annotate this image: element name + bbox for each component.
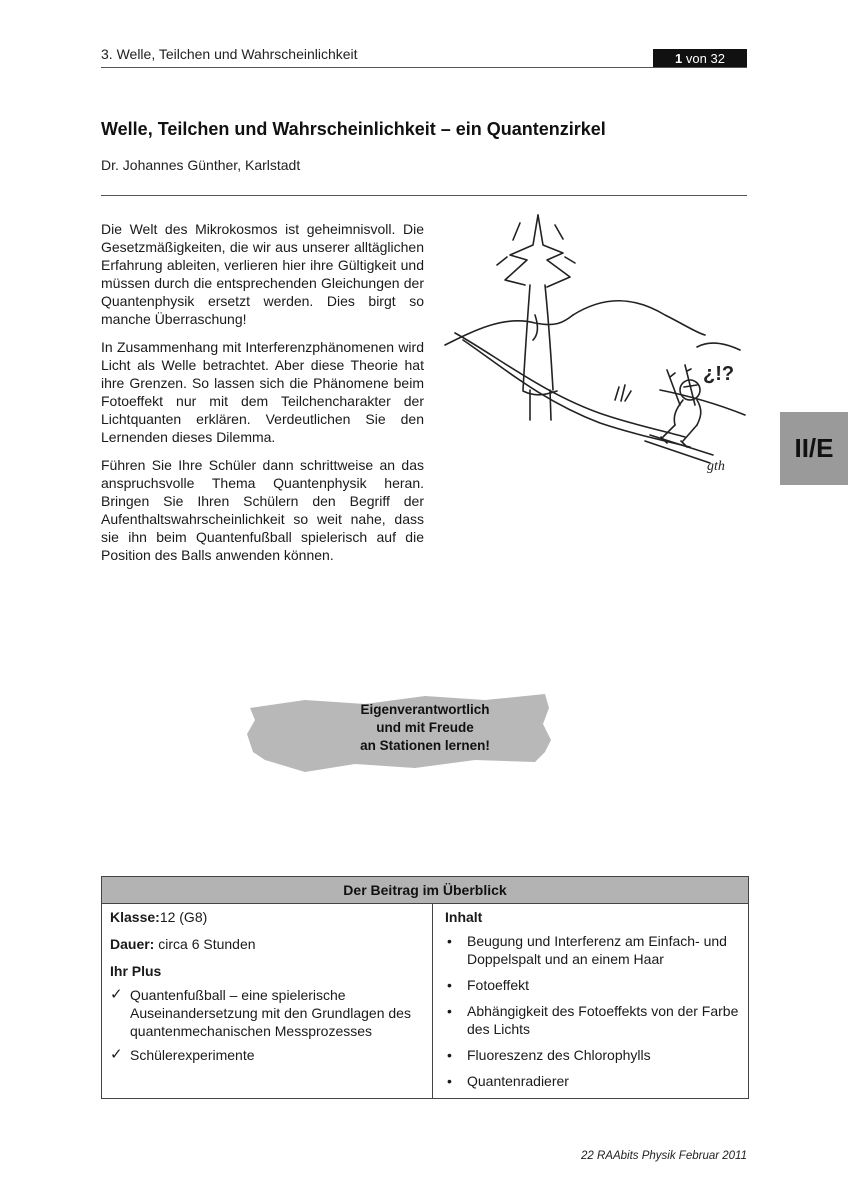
- section-tab: II/E: [780, 412, 848, 485]
- page-current: 1: [675, 51, 683, 66]
- footer-citation: 22 RAAbits Physik Februar 2011: [581, 1150, 747, 1162]
- inhalt-item-text: Quantenradierer: [467, 1073, 569, 1089]
- illustrator-signature: gth: [707, 459, 725, 474]
- inhalt-item: [445, 932, 740, 968]
- dauer-value: circa 6 Stunden: [154, 936, 256, 952]
- dauer-row: [110, 935, 424, 953]
- klasse-value: 12 (G8): [159, 909, 208, 925]
- intro-paragraph: In Zusammenhang mit Interferenzphänomenen wird Licht als Welle betrachtet. Aber diese Theorie hat ihre Grenzen. So lassen sich die Phänomene beim Fotoeffekt nur mit dem Teilchencharakter der Lichtquanten erklären. Verdeutlichen Sie den Lernenden dieses Dilemma.: [101, 339, 424, 445]
- checkmark-icon: ✓: [110, 986, 123, 1003]
- dauer-label: Dauer:: [110, 936, 155, 952]
- banner-line: und mit Freude: [376, 720, 474, 735]
- banner-line: Eigenverantwortlich: [360, 702, 490, 717]
- plus-item-text: Quantenfußball – eine spielerische Auseinandersetzung mit den Grundlagen des quantenmechanischen Messprozesses: [130, 987, 411, 1039]
- checkmark-icon: ✓: [110, 1046, 123, 1063]
- plus-label: Ihr Plus: [110, 963, 162, 979]
- bullet-icon: •: [447, 933, 452, 949]
- intro-paragraph: Führen Sie Ihre Schüler dann schrittweise an das anspruchsvolle Thema Quantenphysik heran. Bringen Sie Ihren Schülern den Begriff der Aufenthaltswahrscheinlichkeit so weit nahe, dass sie ihn beim Quantenfußball spielerisch auf die Position des Balls anwenden können.: [101, 457, 424, 563]
- article-author: Dr. Johannes Günther, Karlstadt: [101, 157, 301, 173]
- running-title: 3. Welle, Teilchen und Wahrscheinlichkeit: [101, 46, 358, 62]
- inhalt-item-text: Fotoeffekt: [467, 977, 530, 993]
- bullet-icon: •: [447, 1003, 452, 1019]
- banner-line: an Stationen lernen!: [360, 738, 490, 753]
- page-number-badge: [653, 49, 747, 68]
- plus-item: [110, 986, 424, 1040]
- bullet-icon: •: [447, 1073, 452, 1089]
- plus-item: [110, 1046, 424, 1064]
- intro-paragraph: Die Welt des Mikrokosmos ist geheimnisvoll. Die Gesetzmäßigkeiten, die wir aus unserer alltäglichen Erfahrung ableiten, verlieren hier ihre Gültigkeit und müssen durch die entsprechenden Gleichungen der Quantenphysik ersetzt werden. Dies birgt so manche Überraschung!: [101, 221, 424, 327]
- inhalt-item: [445, 1046, 740, 1064]
- inhalt-item: [445, 1072, 740, 1090]
- illustration-exclaim: ¿!?: [703, 363, 735, 385]
- overview-left-column: [102, 904, 433, 1098]
- header-divider: [101, 67, 747, 68]
- plus-item-text: Schülerexperimente: [130, 1047, 255, 1063]
- bullet-icon: •: [447, 977, 452, 993]
- inhalt-item-text: Abhängigkeit des Fotoeffekts von der Farbe des Lichts: [467, 1003, 739, 1037]
- plus-heading: [110, 962, 424, 980]
- page-total: von 32: [682, 51, 725, 66]
- skier-tree-illustration: [435, 205, 755, 485]
- klasse-row: [110, 908, 424, 926]
- inhalt-item: [445, 976, 740, 994]
- inhalt-label: Inhalt: [445, 909, 483, 925]
- klasse-label: Klasse:: [110, 909, 160, 925]
- inhalt-item-text: Beugung und Interferenz am Einfach- und Doppelspalt und an einem Haar: [467, 933, 727, 967]
- inhalt-item: [445, 1002, 740, 1038]
- overview-right-column: [433, 904, 748, 1098]
- inhalt-item-text: Fluoreszenz des Chlorophylls: [467, 1047, 651, 1063]
- banner-text: [320, 701, 530, 755]
- overview-table: [101, 876, 749, 1099]
- bullet-icon: •: [447, 1047, 452, 1063]
- inhalt-heading: [445, 908, 740, 926]
- intro-text: [101, 220, 424, 574]
- title-divider: [101, 195, 747, 196]
- article-title: Welle, Teilchen und Wahrscheinlichkeit – ein Quantenzirkel: [101, 119, 606, 139]
- overview-header: Der Beitrag im Überblick: [102, 877, 748, 904]
